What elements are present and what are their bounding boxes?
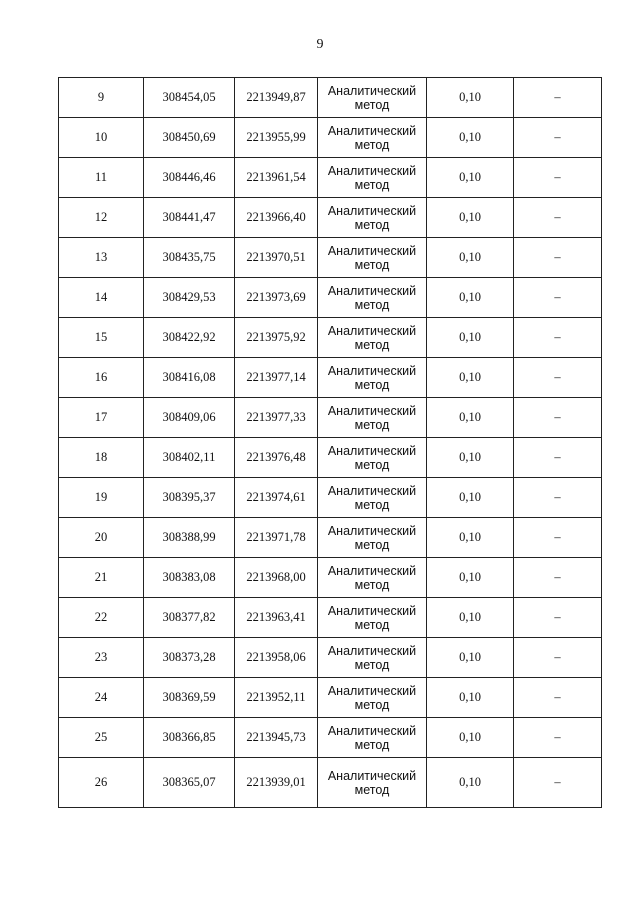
point-number-cell: 23: [59, 638, 144, 678]
method-line-2: метод: [354, 217, 390, 232]
point-number-cell: 19: [59, 478, 144, 518]
method-line-2: метод: [354, 177, 390, 192]
method-line-2: метод: [354, 337, 390, 352]
point-number-cell: 14: [59, 278, 144, 318]
table-row: [59, 78, 602, 118]
accuracy-cell: 0,10: [427, 358, 514, 398]
table-row: [59, 398, 602, 438]
method-cell: [318, 558, 427, 598]
x-coordinate-cell: 308454,05: [144, 78, 235, 118]
x-coordinate-cell: 308388,99: [144, 518, 235, 558]
accuracy-cell: 0,10: [427, 678, 514, 718]
point-number-cell: 25: [59, 718, 144, 758]
method-line-1: Аналитический: [327, 563, 417, 578]
description-cell: –: [514, 678, 602, 718]
method-line-1: Аналитический: [327, 523, 417, 538]
point-number-cell: 11: [59, 158, 144, 198]
y-coordinate-cell: 2213974,61: [235, 478, 318, 518]
x-coordinate-cell: 308365,07: [144, 758, 235, 808]
accuracy-cell: 0,10: [427, 478, 514, 518]
method-line-2: метод: [354, 297, 390, 312]
point-number-cell: 9: [59, 78, 144, 118]
x-coordinate-cell: 308450,69: [144, 118, 235, 158]
method-line-2: метод: [354, 377, 390, 392]
method-cell: [318, 678, 427, 718]
method-line-2: метод: [354, 537, 390, 552]
method-line-2: метод: [354, 737, 390, 752]
method-line-1: Аналитический: [327, 83, 417, 98]
description-cell: –: [514, 518, 602, 558]
method-cell: [318, 438, 427, 478]
y-coordinate-cell: 2213971,78: [235, 518, 318, 558]
point-number-cell: 15: [59, 318, 144, 358]
description-cell: –: [514, 478, 602, 518]
x-coordinate-cell: 308395,37: [144, 478, 235, 518]
description-cell: –: [514, 78, 602, 118]
accuracy-cell: 0,10: [427, 278, 514, 318]
accuracy-cell: 0,10: [427, 318, 514, 358]
y-coordinate-cell: 2213975,92: [235, 318, 318, 358]
table-row: [59, 718, 602, 758]
method-cell: [318, 718, 427, 758]
y-coordinate-cell: 2213952,11: [235, 678, 318, 718]
method-cell: [318, 238, 427, 278]
table-row: [59, 478, 602, 518]
point-number-cell: 10: [59, 118, 144, 158]
y-coordinate-cell: 2213955,99: [235, 118, 318, 158]
table-row: [59, 518, 602, 558]
method-cell: [318, 518, 427, 558]
method-line-1: Аналитический: [327, 443, 417, 458]
table-row: [59, 278, 602, 318]
table-body: [59, 78, 602, 808]
method-cell: [318, 318, 427, 358]
y-coordinate-cell: 2213970,51: [235, 238, 318, 278]
method-cell: [318, 638, 427, 678]
point-number-cell: 17: [59, 398, 144, 438]
table-row: [59, 638, 602, 678]
y-coordinate-cell: 2213977,14: [235, 358, 318, 398]
method-line-1: Аналитический: [327, 323, 417, 338]
x-coordinate-cell: 308416,08: [144, 358, 235, 398]
x-coordinate-cell: 308429,53: [144, 278, 235, 318]
method-cell: [318, 78, 427, 118]
description-cell: –: [514, 318, 602, 358]
point-number-cell: 12: [59, 198, 144, 238]
description-cell: –: [514, 718, 602, 758]
x-coordinate-cell: 308377,82: [144, 598, 235, 638]
x-coordinate-cell: 308373,28: [144, 638, 235, 678]
accuracy-cell: 0,10: [427, 598, 514, 638]
coordinates-table: [58, 77, 602, 808]
point-number-cell: 26: [59, 758, 144, 808]
y-coordinate-cell: 2213966,40: [235, 198, 318, 238]
description-cell: –: [514, 558, 602, 598]
method-line-2: метод: [354, 657, 390, 672]
method-line-1: Аналитический: [327, 283, 417, 298]
point-number-cell: 13: [59, 238, 144, 278]
method-line-1: Аналитический: [327, 723, 417, 738]
accuracy-cell: 0,10: [427, 198, 514, 238]
accuracy-cell: 0,10: [427, 558, 514, 598]
accuracy-cell: 0,10: [427, 118, 514, 158]
accuracy-cell: 0,10: [427, 78, 514, 118]
x-coordinate-cell: 308441,47: [144, 198, 235, 238]
accuracy-cell: 0,10: [427, 158, 514, 198]
method-line-1: Аналитический: [327, 768, 417, 783]
method-line-1: Аналитический: [327, 483, 417, 498]
x-coordinate-cell: 308409,06: [144, 398, 235, 438]
method-cell: [318, 278, 427, 318]
point-number-cell: 21: [59, 558, 144, 598]
x-coordinate-cell: 308422,92: [144, 318, 235, 358]
description-cell: –: [514, 198, 602, 238]
table-row: [59, 318, 602, 358]
table-row: [59, 118, 602, 158]
method-cell: [318, 118, 427, 158]
method-line-2: метод: [354, 577, 390, 592]
method-line-1: Аналитический: [327, 363, 417, 378]
accuracy-cell: 0,10: [427, 518, 514, 558]
point-number-cell: 18: [59, 438, 144, 478]
accuracy-cell: 0,10: [427, 238, 514, 278]
y-coordinate-cell: 2213963,41: [235, 598, 318, 638]
table-row: [59, 238, 602, 278]
description-cell: –: [514, 758, 602, 808]
method-line-1: Аналитический: [327, 203, 417, 218]
description-cell: –: [514, 598, 602, 638]
method-cell: [318, 158, 427, 198]
description-cell: –: [514, 238, 602, 278]
accuracy-cell: 0,10: [427, 758, 514, 808]
description-cell: –: [514, 638, 602, 678]
description-cell: –: [514, 158, 602, 198]
x-coordinate-cell: 308446,46: [144, 158, 235, 198]
method-line-2: метод: [354, 417, 390, 432]
method-cell: [318, 398, 427, 438]
x-coordinate-cell: 308369,59: [144, 678, 235, 718]
y-coordinate-cell: 2213945,73: [235, 718, 318, 758]
method-cell: [318, 478, 427, 518]
table-row: [59, 678, 602, 718]
point-number-cell: 16: [59, 358, 144, 398]
description-cell: –: [514, 358, 602, 398]
table-row: [59, 758, 602, 808]
method-line-1: Аналитический: [327, 403, 417, 418]
description-cell: –: [514, 118, 602, 158]
description-cell: –: [514, 398, 602, 438]
method-line-2: метод: [354, 617, 390, 632]
method-line-2: метод: [354, 497, 390, 512]
table-row: [59, 558, 602, 598]
method-line-2: метод: [354, 97, 390, 112]
x-coordinate-cell: 308383,08: [144, 558, 235, 598]
accuracy-cell: 0,10: [427, 718, 514, 758]
method-line-2: метод: [354, 782, 390, 797]
description-cell: –: [514, 438, 602, 478]
method-line-2: метод: [354, 697, 390, 712]
y-coordinate-cell: 2213976,48: [235, 438, 318, 478]
y-coordinate-cell: 2213977,33: [235, 398, 318, 438]
y-coordinate-cell: 2213961,54: [235, 158, 318, 198]
y-coordinate-cell: 2213949,87: [235, 78, 318, 118]
table-row: [59, 198, 602, 238]
accuracy-cell: 0,10: [427, 438, 514, 478]
method-line-2: метод: [354, 137, 390, 152]
method-cell: [318, 358, 427, 398]
method-cell: [318, 198, 427, 238]
method-line-1: Аналитический: [327, 163, 417, 178]
method-cell: [318, 758, 427, 808]
table-row: [59, 438, 602, 478]
point-number-cell: 20: [59, 518, 144, 558]
y-coordinate-cell: 2213968,00: [235, 558, 318, 598]
description-cell: –: [514, 278, 602, 318]
method-line-1: Аналитический: [327, 243, 417, 258]
method-line-1: Аналитический: [327, 603, 417, 618]
table-row: [59, 598, 602, 638]
method-line-2: метод: [354, 257, 390, 272]
method-line-1: Аналитический: [327, 683, 417, 698]
accuracy-cell: 0,10: [427, 398, 514, 438]
x-coordinate-cell: 308435,75: [144, 238, 235, 278]
x-coordinate-cell: 308402,11: [144, 438, 235, 478]
method-cell: [318, 598, 427, 638]
method-line-2: метод: [354, 457, 390, 472]
x-coordinate-cell: 308366,85: [144, 718, 235, 758]
method-line-1: Аналитический: [327, 123, 417, 138]
page-number: 9: [316, 37, 324, 52]
point-number-cell: 24: [59, 678, 144, 718]
method-line-1: Аналитический: [327, 643, 417, 658]
point-number-cell: 22: [59, 598, 144, 638]
y-coordinate-cell: 2213958,06: [235, 638, 318, 678]
table-row: [59, 358, 602, 398]
table-row: [59, 158, 602, 198]
y-coordinate-cell: 2213939,01: [235, 758, 318, 808]
accuracy-cell: 0,10: [427, 638, 514, 678]
y-coordinate-cell: 2213973,69: [235, 278, 318, 318]
